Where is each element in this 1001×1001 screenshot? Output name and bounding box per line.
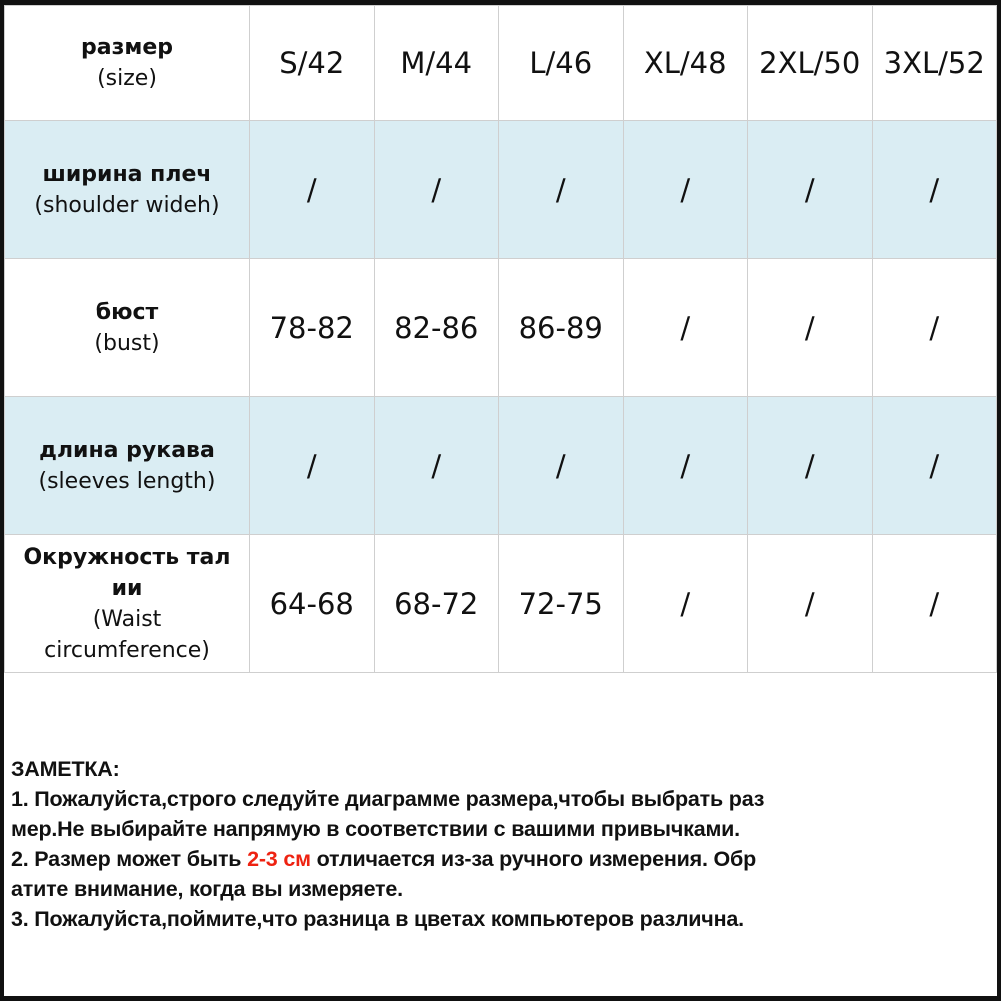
value-cell: 72-75	[499, 535, 624, 673]
note-line: атите внимание, когда вы измеряете.	[11, 877, 403, 901]
notes-section	[11, 754, 764, 934]
size-cell: S/42	[250, 6, 375, 121]
row-label	[5, 397, 250, 535]
value-cell: 82-86	[374, 259, 499, 397]
table-row	[5, 397, 997, 535]
value-cell: /	[872, 121, 997, 259]
value-cell: /	[748, 397, 873, 535]
notes-title: ЗАМЕТКА:	[11, 757, 120, 781]
value-cell: /	[250, 397, 375, 535]
table-row	[5, 121, 997, 259]
note-text: 2. Размер может быть	[11, 847, 248, 871]
label-ru: Окружность тал ии	[23, 544, 231, 601]
label-en: (shoulder wideh)	[34, 192, 220, 218]
value-cell: /	[374, 121, 499, 259]
note-highlight: 2-3 см	[247, 847, 311, 871]
label-en: (sleeves length)	[38, 468, 216, 494]
size-table	[4, 5, 997, 673]
label-en: (size)	[97, 66, 157, 91]
value-cell: /	[872, 397, 997, 535]
label-ru: бюст	[95, 299, 159, 325]
label-en: (Waist circumference)	[44, 606, 210, 663]
note-line: 1. Пожалуйста,строго следуйте диаграмме размера,чтобы выбрать раз	[11, 787, 765, 811]
table-row	[5, 535, 997, 673]
value-cell: /	[374, 397, 499, 535]
value-cell: /	[748, 535, 873, 673]
note-line: 3. Пожалуйста,поймите,что разница в цветах компьютеров различна.	[11, 907, 744, 931]
value-cell: /	[748, 259, 873, 397]
value-cell: 78-82	[250, 259, 375, 397]
header-row	[5, 6, 997, 121]
value-cell: /	[623, 535, 748, 673]
value-cell: 68-72	[374, 535, 499, 673]
header-label	[5, 6, 250, 121]
value-cell: /	[872, 259, 997, 397]
value-cell: /	[623, 397, 748, 535]
size-cell: 2XL/50	[748, 6, 873, 121]
note-line: мер.Не выбирайте напрямую в соответствии с вашими привычками.	[11, 817, 740, 841]
value-cell: 64-68	[250, 535, 375, 673]
row-label	[5, 535, 250, 673]
size-cell: L/46	[499, 6, 624, 121]
size-cell: 3XL/52	[872, 6, 997, 121]
note-text: отличается из-за ручного измерения. Обр	[310, 847, 757, 871]
label-en: (bust)	[94, 330, 160, 356]
size-cell: M/44	[374, 6, 499, 121]
label-ru: ширина плеч	[42, 161, 212, 187]
size-cell: XL/48	[623, 6, 748, 121]
value-cell: /	[748, 121, 873, 259]
row-label	[5, 121, 250, 259]
value-cell: /	[499, 397, 624, 535]
value-cell: 86-89	[499, 259, 624, 397]
value-cell: /	[623, 121, 748, 259]
value-cell: /	[872, 535, 997, 673]
value-cell: /	[623, 259, 748, 397]
value-cell: /	[499, 121, 624, 259]
label-ru: размер	[80, 35, 174, 60]
table-row	[5, 259, 997, 397]
note-line	[11, 844, 764, 874]
row-label	[5, 259, 250, 397]
value-cell: /	[250, 121, 375, 259]
label-ru: длина рукава	[39, 437, 215, 463]
